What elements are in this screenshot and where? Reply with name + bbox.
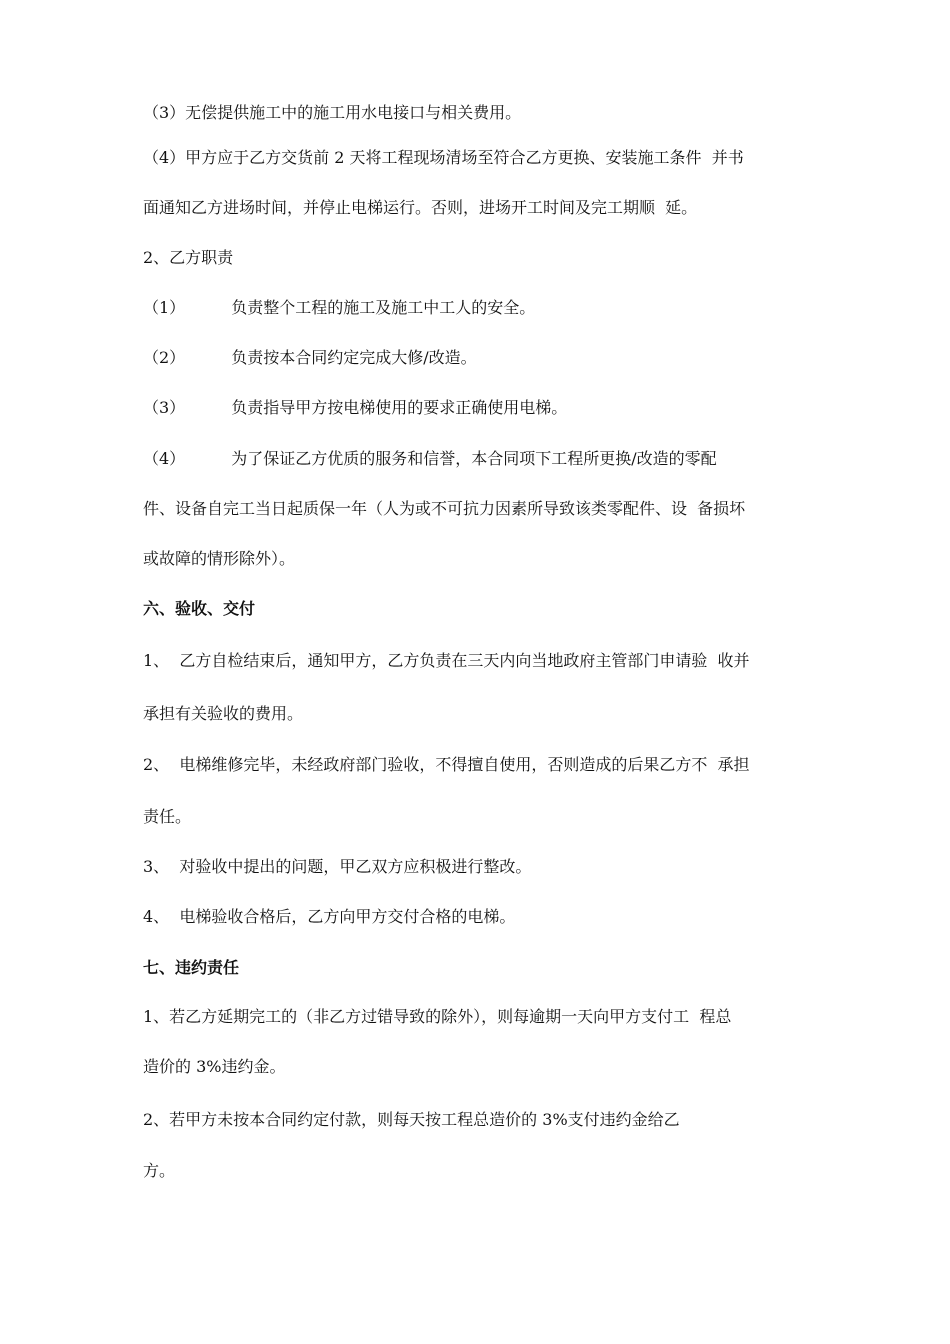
party-b-item-3 [143,398,567,418]
item-text: 负责整个工程的施工及施工中工人的安全。 [231,298,536,317]
section-6-p1-line-2: 承担有关验收的费用。 [143,704,304,723]
item-number: （1） [143,298,186,317]
section-6-p3: 3、 对验收中提出的问题，甲乙双方应积极进行整改。 [143,857,532,876]
section-6-p2-line-2: 责任。 [143,807,192,826]
section-6-title: 六、验收、交付 [143,599,256,618]
item-number: （3） [143,398,186,417]
section-7-p2-line-1: 2、若甲方未按本合同约定付款，则每天按工程总造价的 3%支付违约金给乙 [143,1110,680,1129]
party-b-item-4-line-3: 或故障的情形除外）。 [143,549,296,568]
section-7-p1-line-1: 1、若乙方延期完工的（非乙方过错导致的除外），则每逾期一天向甲方支付工 程总 [143,1007,732,1026]
section-6-p1-line-1: 1、 乙方自检结束后，通知甲方，乙方负责在三天内向当地政府主管部门申请验 收并 [143,651,750,670]
item-number: （4） [143,449,186,468]
party-b-heading: 2、乙方职责 [143,248,234,267]
party-b-item-1 [143,298,535,318]
section-6-p4: 4、 电梯验收合格后，乙方向甲方交付合格的电梯。 [143,907,516,926]
party-b-item-4-line-2: 件、设备自完工当日起质保一年（人为或不可抗力因素所导致该类零配件、设 备损坏 [143,499,746,518]
item-text: 为了保证乙方优质的服务和信誉，本合同项下工程所更换/改造的零配 [231,449,717,468]
section-6-p2-line-1: 2、 电梯维修完毕，未经政府部门验收，不得擅自使用，否则造成的后果乙方不 承担 [143,755,750,774]
section-7-p2-line-2: 方。 [143,1161,176,1180]
party-b-item-4 [143,449,717,469]
party-a-item-4-line-2: 面通知乙方进场时间，并停止电梯运行。否则，进场开工时间及完工期顺 延。 [143,198,698,217]
item-text: 负责指导甲方按电梯使用的要求正确使用电梯。 [231,398,568,417]
item-number: （2） [143,348,186,367]
section-7-title: 七、违约责任 [143,958,240,977]
party-a-item-4-line-1: （4）甲方应于乙方交货前 2 天将工程现场清场至符合乙方更换、安装施工条件 并书 [143,148,744,167]
party-a-item-3: （3）无偿提供施工中的施工用水电接口与相关费用。 [143,103,522,122]
section-7-p1-line-2: 造价的 3%违约金。 [143,1057,286,1076]
party-b-item-2 [143,348,477,368]
item-text: 负责按本合同约定完成大修/改造。 [231,348,477,367]
